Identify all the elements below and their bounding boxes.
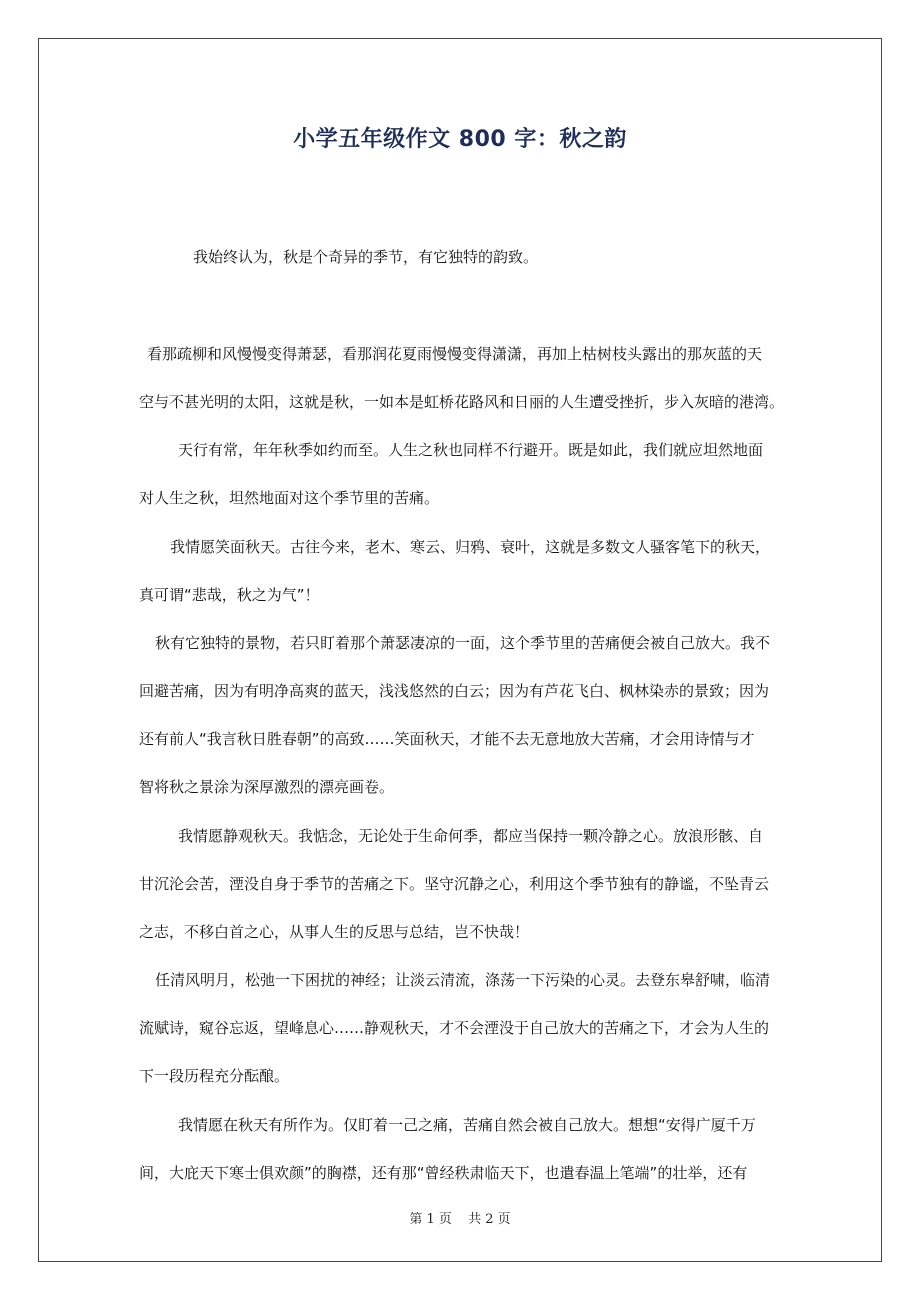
text-line: 智将秋之景涂为深厚激烈的漂亮画卷。 xyxy=(139,778,395,796)
text-line: 任清风明月，松弛一下困扰的神经；让淡云清流，涤荡一下污染的心灵。去登东皋舒啸，临清 xyxy=(155,971,771,989)
text-line: 回避苦痛，因为有明净高爽的蓝天，浅浅悠然的白云；因为有芦花飞白、枫林染赤的景致；因为 xyxy=(139,682,770,700)
text-line: 我情愿在秋天有所作为。仅盯着一己之痛，苦痛自然会被自己放大。想想“安得广厦千万 xyxy=(178,1116,756,1134)
page-number: 第 1 页 xyxy=(409,1212,452,1227)
page-footer xyxy=(0,1208,920,1227)
text-line: 我始终认为，秋是个奇异的季节，有它独特的韵致。 xyxy=(193,248,539,266)
text-line: 下一段历程充分酝酿。 xyxy=(139,1067,290,1085)
text-line: 我情愿笑面秋天。古往今来，老木、寒云、归鸦、衰叶，这就是多数文人骚客笔下的秋天， xyxy=(170,538,771,556)
text-line: 空与不甚光明的太阳，这就是秋，一如本是虹桥花路风和日丽的人生遭受挫折，步入灰暗的港湾。 xyxy=(139,393,785,411)
text-line: 看那疏柳和风慢慢变得萧瑟，看那润花夏雨慢慢变得潇潇，再加上枯树枝头露出的那灰蓝的天 xyxy=(147,345,763,363)
text-line: 我情愿静观秋天。我惦念，无论处于生命何季，都应当保持一颗冷静之心。放浪形骸、自 xyxy=(178,827,764,845)
text-line: 间，大庇天下寒士俱欢颜”的胸襟，还有那“曾经秩肃临天下，也遣春温上笔端”的壮举，还有 xyxy=(139,1164,748,1182)
text-line: 甘沉沦会苦，湮没自身于季节的苦痛之下。坚守沉静之心，利用这个季节独有的静谧，不坠青云 xyxy=(139,875,770,893)
text-line: 秋有它独特的景物，若只盯着那个萧瑟凄凉的一面，这个季节里的苦痛便会被自己放大。我不 xyxy=(155,634,771,652)
text-line: 对人生之秋，坦然地面对这个季节里的苦痛。 xyxy=(139,489,440,507)
text-line: 流赋诗，窥谷忘返，望峰息心……静观秋天，才不会湮没于自己放大的苦痛之下，才会为人生的 xyxy=(139,1019,770,1037)
text-line: 还有前人“我言秋日胜春朝”的高致……笑面秋天，才能不去无意地放大苦痛，才会用诗情与才 xyxy=(139,730,755,748)
document-title: 小学五年级作文 800 字：秋之韵 xyxy=(293,127,627,152)
text-line: 之志，不移白首之心，从事人生的反思与总结，岂不快哉！ xyxy=(139,923,530,941)
text-line: 真可谓“悲哉，秋之为气”！ xyxy=(139,586,320,604)
page-total: 共 2 页 xyxy=(468,1212,511,1227)
text-line: 天行有常，年年秋季如约而至。人生之秋也同样不行避开。既是如此，我们就应坦然地面 xyxy=(178,441,764,459)
